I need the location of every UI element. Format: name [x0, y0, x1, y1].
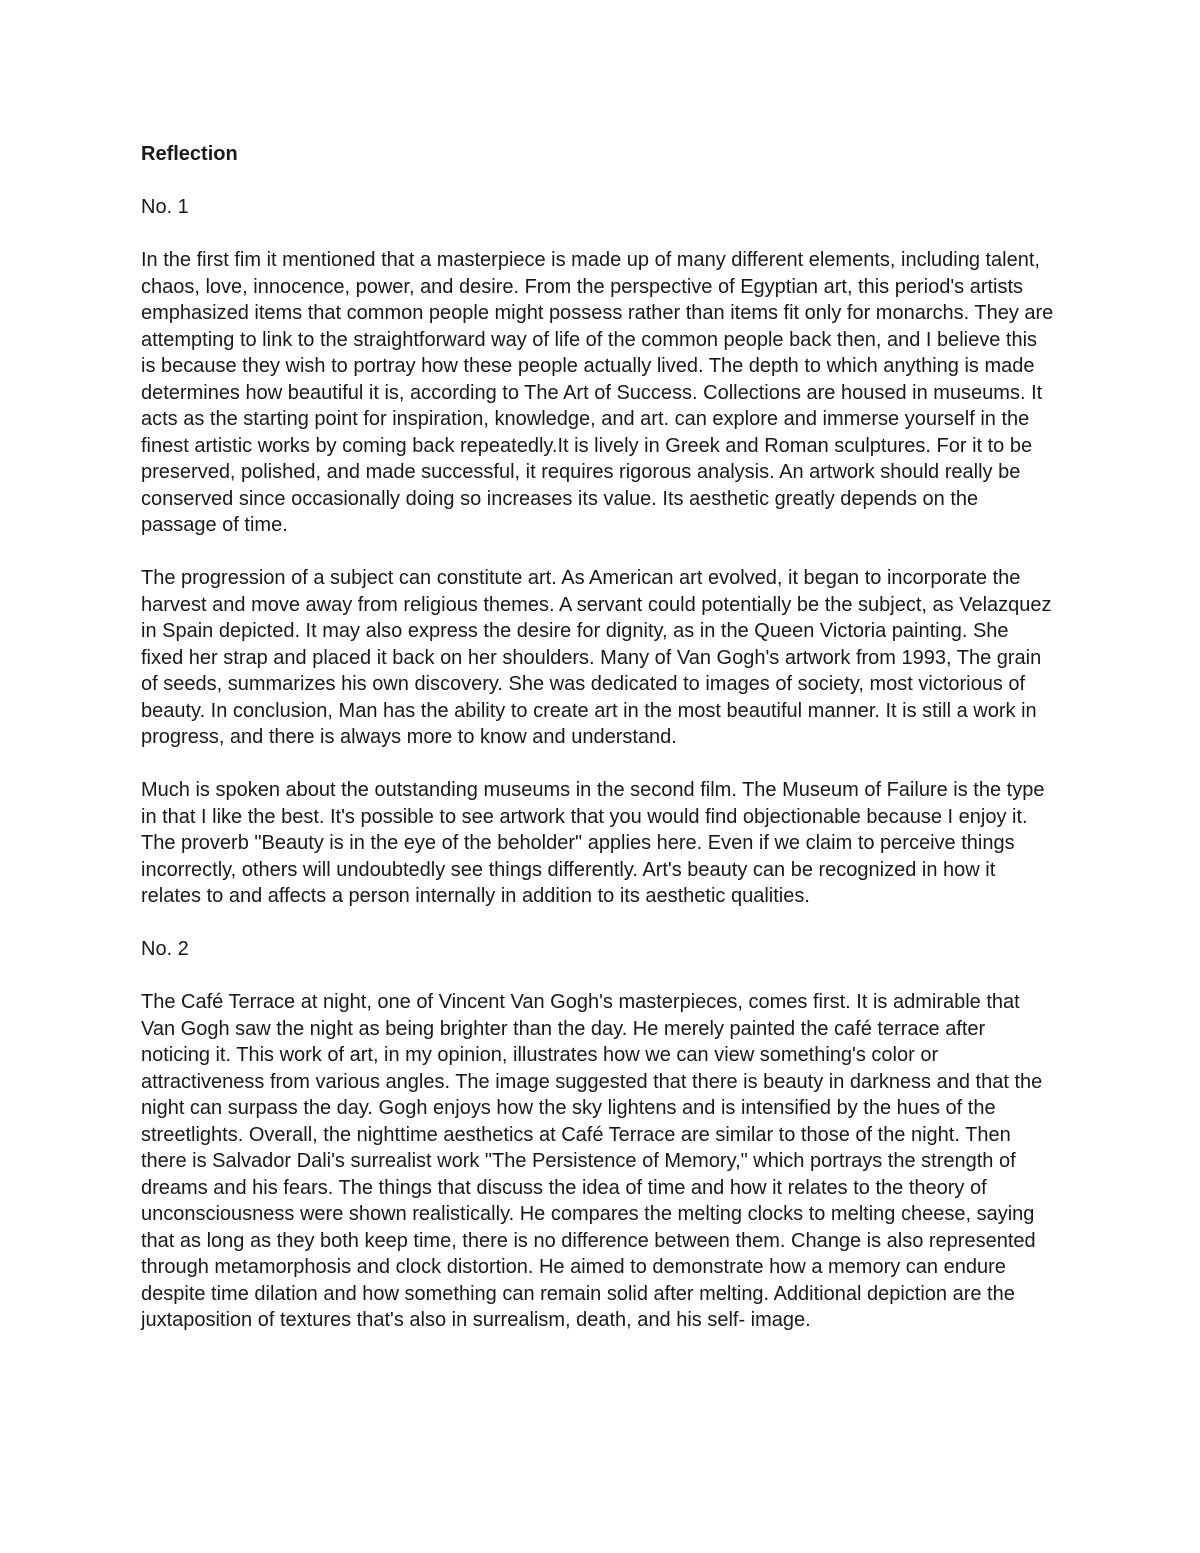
section-label-no-1: No. 1: [141, 196, 189, 218]
section-label-no-2: No. 2: [141, 938, 189, 960]
document-title: Reflection: [141, 143, 238, 165]
paragraph: Much is spoken about the outstanding museums in the second film. The Museum of Failure is the type in that I like the best. It's possible to see artwork that you would find objectionable because I enjoy it. The proverb "Beauty is in the eye of the beholder" applies here. Even if we claim to perceive things incorrectly, others will undoubtedly see things differently. Art's beauty can be recognized in how it relates to and affects a person internally in addition to its aesthetic qualities.: [141, 779, 1045, 907]
document-body: [141, 141, 1056, 1360]
paragraph: The progression of a subject can constitute art. As American art evolved, it began to incorporate the harvest and move away from religious themes. A servant could potentially be the subject, as Velazquez in Spain depicted. It may also express the desire for dignity, as in the Queen Victoria painting. She fixed her strap and placed it back on her shoulders. Many of Van Gogh's artwork from 1993, The grain of seeds, summarizes his own discovery. She was dedicated to images of society, most victorious of beauty. In conclusion, Man has the ability to create art in the most beautiful manner. It is still a work in progress, and there is always more to know and understand.: [141, 567, 1052, 748]
paragraph: In the first fim it mentioned that a masterpiece is made up of many different elements, including talent, chaos, love, innocence, power, and desire. From the perspective of Egyptian art, this period's artists emphasized items that common people might possess rather than items fit only for monarchs. They are attempting to link to the straightforward way of life of the common people back then, and I believe this is because they wish to portray how these people actually lived. The depth to which anything is made determines how beautiful it is, according to The Art of Success. Collections are housed in museums. It acts as the starting point for inspiration, knowledge, and art. can explore and immerse yourself in the finest artistic works by coming back repeatedly.It is lively in Greek and Roman sculptures. For it to be preserved, polished, and made successful, it requires rigorous analysis. An artwork should really be conserved since occasionally doing so increases its value. Its aesthetic greatly depends on the passage of time.: [141, 249, 1054, 536]
paragraph: The Café Terrace at night, one of Vincent Van Gogh's masterpieces, comes first. It is admirable that Van Gogh saw the night as being brighter than the day. He merely painted the café terrace after noticing it. This work of art, in my opinion, illustrates how we can view something's color or attractiveness from various angles. The image suggested that there is beauty in darkness and that the night can surpass the day. Gogh enjoys how the sky lightens and is intensified by the hues of the streetlights. Overall, the nighttime aesthetics at Café Terrace are similar to those of the night. Then there is Salvador Dali's surrealist work "The Persistence of Memory," which portrays the strength of dreams and his fears. The things that discuss the idea of time and how it relates to the theory of unconsciousness were shown realistically. He compares the melting clocks to melting cheese, saying that as long as they both keep time, there is no difference between them. Change is also represented through metamorphosis and clock distortion. He aimed to demonstrate how a memory can endure despite time dilation and how something can remain solid after melting. Additional depiction are the juxtaposition of textures that's also in surrealism, death, and his self- image.: [141, 991, 1043, 1331]
